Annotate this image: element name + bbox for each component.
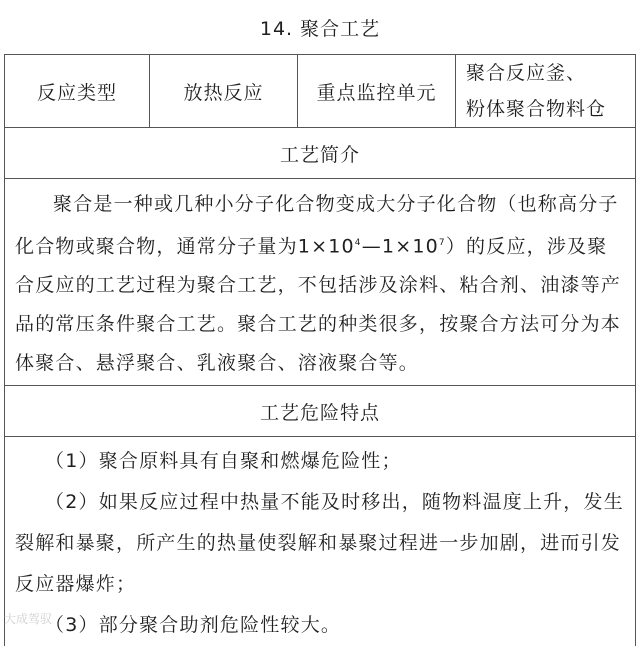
monitor-unit-line: 粉体聚合物料仓 xyxy=(466,98,607,120)
watermark: 大成驾驭 xyxy=(4,612,53,626)
reaction-type-label: 反应类型 xyxy=(5,55,150,127)
hazard-item: （2）如果反应过程中热量不能及时移出，随物料温度上升，发生裂解和暴聚，所产生的热量使裂解和暴聚过程进一步加剧，进而引发反应器爆炸； xyxy=(15,491,624,595)
monitor-unit-value xyxy=(456,55,635,127)
monitor-unit-label: 重点监控单元 xyxy=(298,55,456,127)
hazards-body xyxy=(5,437,635,646)
hazard-item: （1）聚合原料具有自聚和燃爆危险性； xyxy=(45,450,402,472)
reaction-type-value: 放热反应 xyxy=(150,55,298,127)
intro-paragraph xyxy=(15,185,625,383)
header-row xyxy=(5,54,635,128)
intro-body xyxy=(5,179,635,386)
monitor-unit-line: 聚合反应釜、 xyxy=(466,62,587,84)
intro-text-2: —1×10 xyxy=(361,235,439,258)
exponent-1: 4 xyxy=(354,238,362,248)
hazards-heading: 工艺危险特点 xyxy=(5,386,635,437)
intro-text-3: ）的反应，涉及聚合反应的工艺过程为聚合工艺，不包括涉及涂料、粘合剂、油漆等产品的常压条件聚合工艺。聚合工艺的种类很多，按聚合方法可分为本体聚合、悬浮聚合、乳液聚合、溶液聚合等。 xyxy=(15,235,622,375)
exponent-2: 7 xyxy=(438,238,446,248)
intro-heading: 工艺简介 xyxy=(5,128,635,179)
intro-text-1: 聚合是一种或几种小分子化合物变成大分子化合物（也称高分子化合物或聚合物，通常分子量为1×10 xyxy=(15,193,619,258)
page-title: 14. 聚合工艺 xyxy=(259,17,381,40)
process-table xyxy=(4,54,636,646)
hazard-item: （3）部分聚合助剂危险性较大。 xyxy=(45,614,342,636)
